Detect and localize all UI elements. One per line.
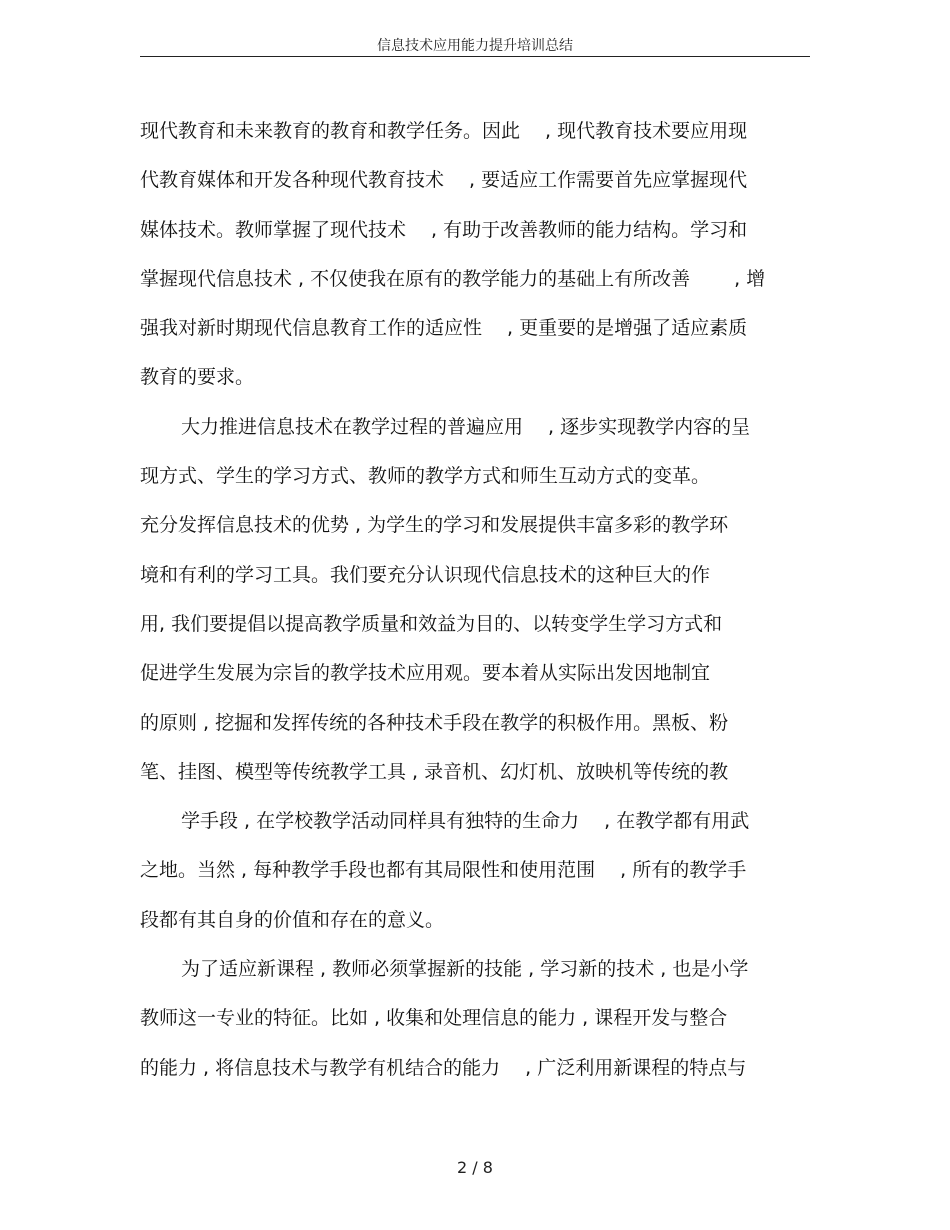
header-divider	[140, 56, 810, 57]
text-line: 的原则 , 挖掘和发挥传统的各种技术手段在教学的积极作用。黑板、粉	[140, 711, 729, 734]
text-line: 充分发挥信息技术的优势 , 为学生的学习和发展提供丰富多彩的教学环	[140, 514, 729, 537]
text-line: 现代教育和未来教育的教育和教学任务。因此 , 现代教育技术要应用现	[140, 120, 748, 142]
text-line: 促进学生发展为宗旨的教学技术应用观。要本着从实际出发因地制宜	[140, 662, 711, 685]
document-body	[140, 107, 810, 1093]
text-line: 媒体技术。教师掌握了现代技术 , 有助于改善教师的能力结构。学习和	[140, 218, 748, 241]
text-line: 现方式、学生的学习方式、教师的教学方式和师生互动方式的变革。	[140, 465, 711, 488]
text-line: 之地。当然 , 每种教学手段也都有其局限性和使用范围 , 所有的教学手	[140, 859, 747, 882]
text-line: 笔、挂图、模型等传统教学工具 , 录音机、幻灯机、放映机等传统的教	[140, 760, 729, 783]
text-line: 学手段 , 在学校教学活动同样具有独特的生命力 , 在教学都有用武	[181, 810, 750, 833]
text-line: 强我对新时期现代信息教育工作的适应性 , 更重要的是增强了适应素质	[140, 317, 748, 340]
text-line: 教育的要求。	[140, 366, 255, 389]
text-line: 大力推进信息技术在教学过程的普遍应用 , 逐步实现教学内容的呈	[181, 415, 751, 438]
page-number: 2 / 8	[457, 1158, 493, 1177]
text-line: 的能力 , 将信息技术与教学有机结合的能力 , 广泛利用新课程的特点与	[140, 1056, 747, 1079]
text-line: 境和有利的学习工具。我们要充分认识现代信息技术的这种巨大的作	[140, 563, 711, 586]
text-line: 为了适应新课程 , 教师必须掌握新的技能 , 学习新的技术 , 也是小学	[181, 958, 749, 981]
text-line: 用, 我们要提倡以提高教学质量和效益为目的、以转变学生学习方式和	[140, 612, 723, 635]
text-line: 掌握现代信息技术 , 不仅使我在原有的教学能力的基础上有所改善 , 增	[140, 267, 766, 290]
text-line: 代教育媒体和开发各种现代教育技术 , 要适应工作需要首先应掌握现代	[140, 169, 748, 192]
page-header-title: 信息技术应用能力提升培训总结	[377, 38, 573, 54]
text-line: 段都有其自身的价值和存在的意义。	[140, 908, 445, 931]
text-line: 教师这一专业的特征。比如 , 收集和处理信息的能力 , 课程开发与整合	[140, 1007, 728, 1030]
